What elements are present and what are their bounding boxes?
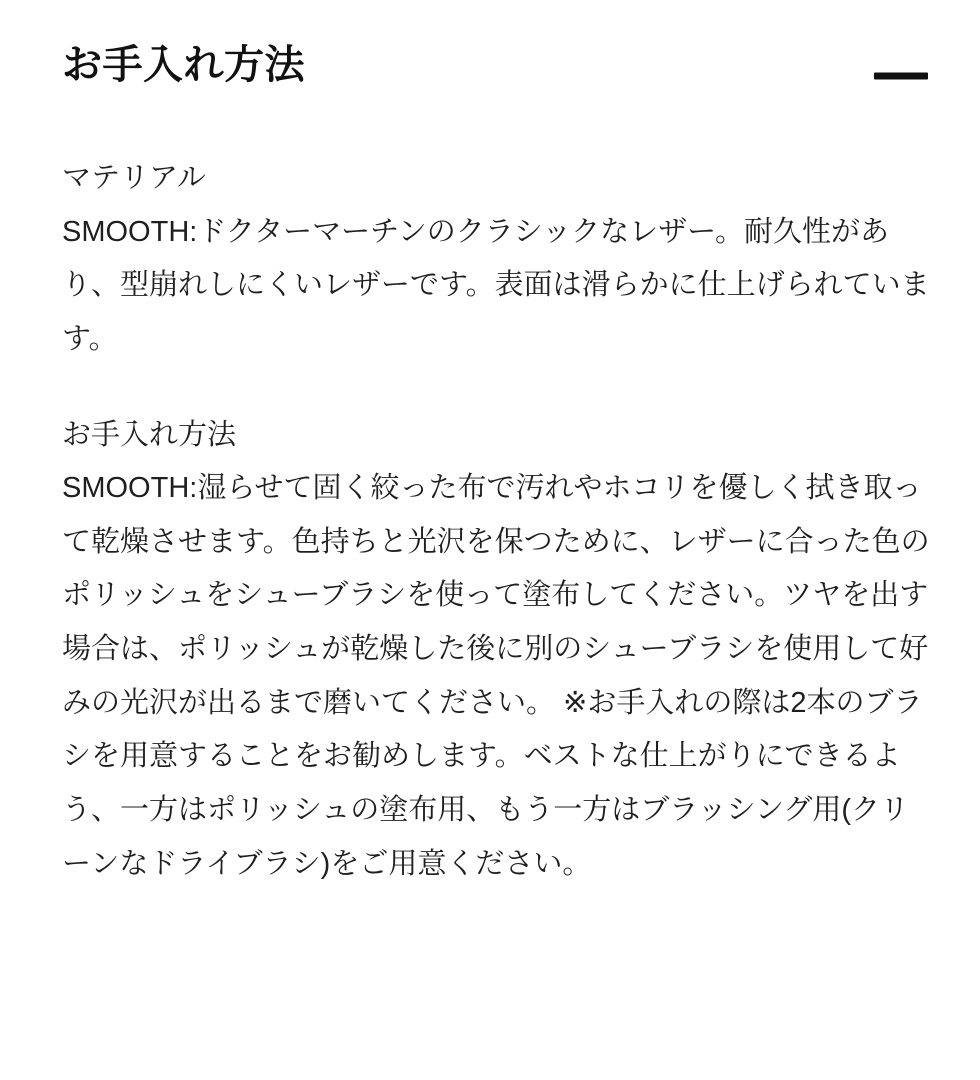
minus-icon[interactable] xyxy=(874,56,928,96)
material-section-label: マテリアル xyxy=(62,162,206,194)
care-method-section-body: SMOOTH:湿らせて固く絞った布で汚れやホコリを優しく拭き取って乾燥させます。色持ちと光沢を保つために、レザーに合った色のポリッシュをシューブラシを使って塗布してください。ツヤを出す場合は、ポリッシュが乾燥した後に別のシューブラシを使用して好みの光沢が出るまで磨いてください。 ※お手入れの際は2本のブラシを用意することをお勧めします。ベストな仕上がりにできるよう、一方はポリッシュの塗布用、もう一方はブラッシング用(クリーンなドライブラシ)をご用意ください。 xyxy=(62,472,930,880)
care-method-section xyxy=(62,409,932,892)
care-method-section-label: お手入れ方法 xyxy=(62,418,237,451)
material-section-body: SMOOTH:ドクターマーチンのクラシックなレザー。耐久性があり、型崩れしにくいレザーです。表面は滑らかに仕上げられています。 xyxy=(62,215,930,355)
material-section xyxy=(62,152,932,367)
page-title: お手入れ方法 xyxy=(62,43,305,87)
accordion-header-care-instructions[interactable] xyxy=(62,40,932,96)
